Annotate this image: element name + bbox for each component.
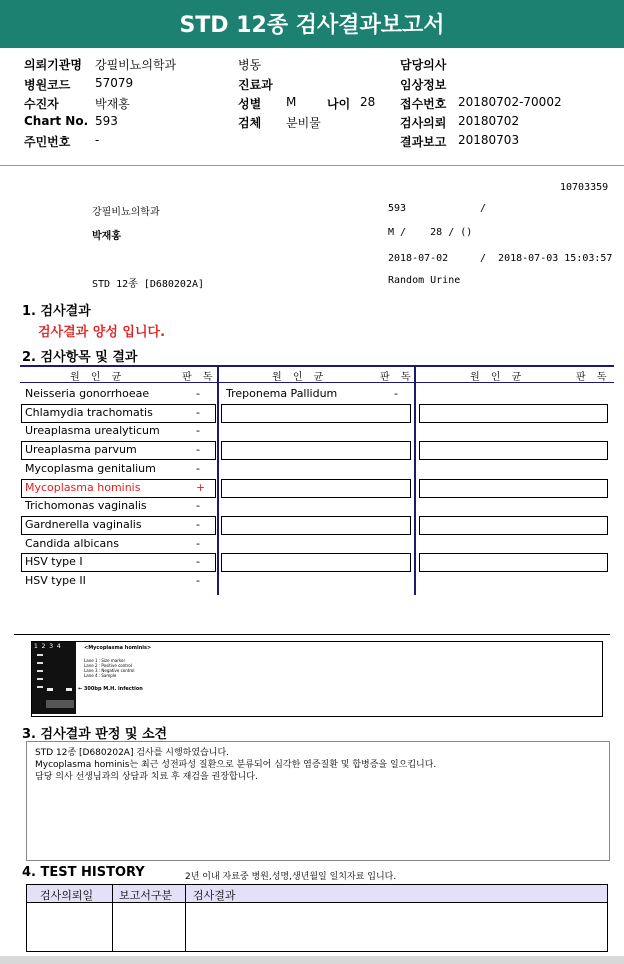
history-table xyxy=(26,884,608,952)
section3-title: 3. 검사결과 판정 및 소견 xyxy=(22,727,168,742)
header-right-label-2: 접수번호 xyxy=(400,97,447,111)
history-note: 2년 이내 자료중 병원,성명,생년월일 일치자료 입니다. xyxy=(185,872,397,882)
header-label-4: 주민번호 xyxy=(24,135,71,149)
treponema-result: - xyxy=(394,387,398,400)
organism-name: Ureaplasma urealyticum xyxy=(25,424,160,438)
gel-lane-numbers: 1 2 3 4 xyxy=(34,643,61,650)
specimen-value: 분비물 xyxy=(286,116,321,130)
document-number: 10703359 xyxy=(560,182,609,193)
organism-name: Chlamydia trachomatis xyxy=(25,405,153,419)
empty-box-col2 xyxy=(221,516,411,535)
organism-result: - xyxy=(196,555,200,569)
empty-box-col3 xyxy=(419,404,608,423)
header-label-2: 수진자 xyxy=(24,97,59,111)
empty-box-col3 xyxy=(419,553,608,572)
empty-box-col2 xyxy=(221,553,411,572)
history-header-row xyxy=(27,885,607,903)
header-right-label-3: 검사의뢰 xyxy=(400,116,447,130)
history-col-date: 검사의뢰일 xyxy=(40,889,94,902)
organism-result: - xyxy=(196,574,200,587)
organism-result: - xyxy=(196,517,200,531)
age-value: 28 xyxy=(360,95,376,109)
gel-smear xyxy=(46,700,74,708)
info-patient: 박재홍 xyxy=(92,231,121,242)
history-col-type: 보고서구분 xyxy=(119,889,173,902)
gel-band xyxy=(37,654,43,656)
organism-name: Mycoplasma hominis xyxy=(25,480,141,494)
treponema-name: Treponema Pallidum xyxy=(226,387,338,400)
gel-legend-line-1: Lane 2 : Positive control xyxy=(84,663,132,668)
header-value-4: - xyxy=(95,133,100,147)
empty-box-col2 xyxy=(221,441,411,460)
history-col-rule xyxy=(112,885,113,951)
organism-name: Neisseria gonorrhoeae xyxy=(25,387,150,400)
header-label-0: 의뢰기관명 xyxy=(24,58,82,72)
specimen-label: 검체 xyxy=(238,116,262,130)
info-slash: / xyxy=(480,203,487,214)
table-divider-1 xyxy=(217,365,219,595)
organism-result: - xyxy=(196,424,200,438)
organism-result: - xyxy=(196,461,200,475)
organism-result: + xyxy=(196,480,206,494)
history-col-rule xyxy=(185,885,186,951)
info-clinic: 강필비뇨의학과 xyxy=(92,207,160,218)
gel-band xyxy=(37,686,43,688)
organism-name: Trichomonas vaginalis xyxy=(25,499,147,513)
header-right-label-4: 결과보고 xyxy=(400,135,447,149)
header-value-2: 박재홍 xyxy=(95,97,130,111)
ward-label: 병동 xyxy=(238,58,262,72)
empty-box-col3 xyxy=(419,441,608,460)
info-date-reported: / 2018-07-03 15:03:57 xyxy=(480,253,613,264)
organism-name: Mycoplasma genitalium xyxy=(25,461,156,475)
gel-caption: <Mycoplasma hominis> xyxy=(84,645,152,651)
section4-title: 4. TEST HISTORY xyxy=(22,865,145,880)
organism-name: Ureaplasma parvum xyxy=(25,443,137,457)
col1-judge-header: 판 독 xyxy=(182,372,217,383)
info-test-name: STD 12종 [D680202A] xyxy=(92,279,205,290)
gel-legend-line-3: Lane 4 : Sample xyxy=(84,673,117,678)
organism-name: Candida albicans xyxy=(25,536,119,550)
organism-name: HSV type I xyxy=(25,555,83,569)
table-divider-2 xyxy=(414,365,416,595)
header-label-1: 병원코드 xyxy=(24,78,71,92)
col2-judge-header: 판 독 xyxy=(380,372,415,383)
gel-arrow-label: ← 300bp M.H. infection xyxy=(78,686,143,692)
dept-label: 진료과 xyxy=(238,78,273,92)
table-top-rule xyxy=(20,365,614,367)
section1-title: 1. 검사결과 xyxy=(22,304,91,319)
header-value-0: 강필비뇨의학과 xyxy=(95,58,177,72)
header-label-3: Chart No. xyxy=(24,114,89,128)
gel-legend xyxy=(84,658,134,678)
header-divider xyxy=(0,165,624,166)
sex-value: M xyxy=(286,95,297,109)
sex-label: 성별 xyxy=(238,97,262,111)
organism-result: - xyxy=(196,536,200,550)
section2-title: 2. 검사항목 및 결과 xyxy=(22,350,138,365)
header-right-label-0: 담당의사 xyxy=(400,58,447,72)
header-value-3: 593 xyxy=(95,114,118,128)
header-right-value-3: 20180702 xyxy=(458,114,520,128)
empty-box-col3 xyxy=(419,479,608,498)
organism-result: - xyxy=(196,405,200,419)
age-label: 나이 xyxy=(327,97,351,111)
opinion-line-1: Mycoplasma hominis는 최근 성전파성 질환으로 분류되어 심각한 염증질환 및 합병증을 일으킵니다. xyxy=(35,760,437,770)
organism-result: - xyxy=(196,443,200,457)
info-sex-age: M / 28 / () xyxy=(388,227,473,238)
opinion-text xyxy=(27,742,609,788)
organism-name: Gardnerella vaginalis xyxy=(25,517,142,531)
gel-band xyxy=(37,678,43,680)
gel-band xyxy=(37,670,43,672)
history-col-result: 검사결과 xyxy=(193,889,236,902)
header-right-label-1: 임상정보 xyxy=(400,78,447,92)
bottom-bar xyxy=(0,956,624,964)
header-value-1: 57079 xyxy=(95,76,134,90)
gel-legend-line-2: Lane 3 : Negative control xyxy=(84,668,135,673)
organism-result: - xyxy=(196,387,200,400)
report-title: STD 12종 검사결과보고서 xyxy=(0,0,624,48)
info-chart: 593 xyxy=(388,203,407,214)
gel-band xyxy=(66,688,72,691)
col3-header: 원 인 균 xyxy=(470,372,526,383)
info-date-requested: 2018-07-02 xyxy=(388,253,449,264)
gel-band xyxy=(47,688,53,691)
organism-result: - xyxy=(196,499,200,513)
col2-header: 원 인 균 xyxy=(272,372,328,383)
opinion-box xyxy=(26,741,610,861)
gel-top-rule xyxy=(14,634,610,635)
header-right-value-4: 20180703 xyxy=(458,133,520,147)
gel-legend-line-0: Lane 1 : Size marker xyxy=(84,658,126,663)
info-specimen: Random Urine xyxy=(388,275,461,286)
header-right-value-2: 20180702-70002 xyxy=(458,95,562,109)
empty-box-col2 xyxy=(221,404,411,423)
opinion-line-0: STD 12종 [D680202A] 검사를 시행하였습니다. xyxy=(35,748,229,758)
empty-box-col3 xyxy=(419,516,608,535)
organism-name: HSV type II xyxy=(25,574,86,587)
empty-box-col2 xyxy=(221,479,411,498)
opinion-line-2: 담당 의사 선생님과의 상담과 치료 후 재검을 권장합니다. xyxy=(35,772,258,782)
gel-electrophoresis-image xyxy=(32,642,76,714)
gel-image-frame xyxy=(31,641,603,717)
gel-band xyxy=(37,662,43,664)
overall-result: 검사결과 양성 입니다. xyxy=(38,325,166,340)
col1-header: 원 인 균 xyxy=(70,372,126,383)
col3-judge-header: 판 독 xyxy=(576,372,611,383)
